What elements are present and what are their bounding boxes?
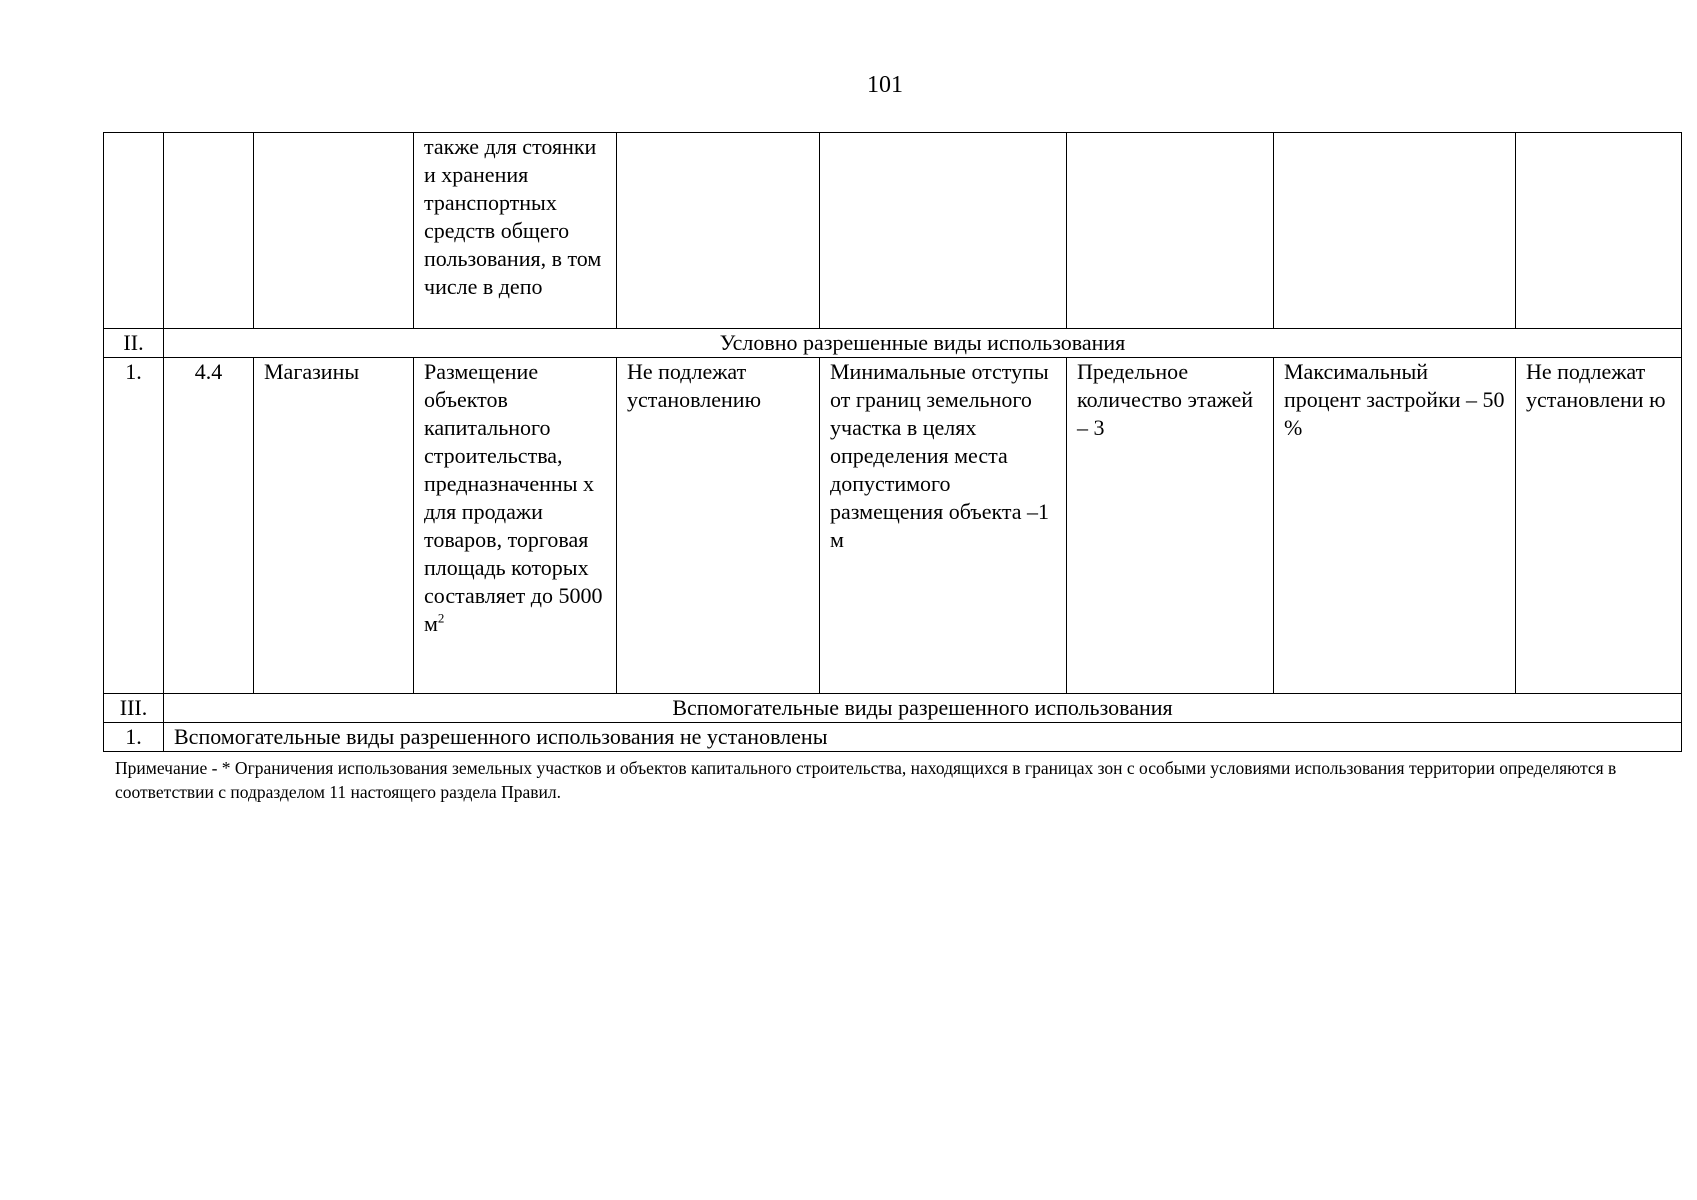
cell-number: 1. <box>104 723 164 752</box>
footnote: Примечание - * Ограничения использования земельных участков и объектов капитального строительства, находящихся в границах зон с особыми условиями использования территории определяются в соответствии с подразделом 11 настоящего раздела Правил. <box>115 758 1617 802</box>
section-title: Условно разрешенные виды использования <box>164 329 1682 358</box>
cell-plot-size <box>617 133 820 329</box>
table-row-shops <box>104 358 1682 694</box>
table-row-continuation <box>104 133 1682 329</box>
land-use-table <box>103 132 1682 752</box>
table-row-auxiliary-none <box>104 723 1682 752</box>
cell-coverage <box>1274 133 1516 329</box>
cell-text: Вспомогательные виды разрешенного использования не установлены <box>164 723 1682 752</box>
section-title: Вспомогательные виды разрешенного использования <box>164 694 1682 723</box>
cell-number <box>104 133 164 329</box>
cell-description <box>414 358 617 694</box>
description-text: Размещение объектов капитального строительства, предназначенны х для продажи товаров, торговая площадь которых составляет до 5000 м <box>424 359 603 636</box>
cell-number: 1. <box>104 358 164 694</box>
cell-description: также для стоянки и хранения транспортных средств общего пользования, в том числе в депо <box>414 133 617 329</box>
cell-floors: Предельное количество этажей – 3 <box>1067 358 1274 694</box>
cell-floors <box>1067 133 1274 329</box>
section-row-auxiliary <box>104 694 1682 723</box>
cell-name <box>254 133 414 329</box>
cell-name: Магазины <box>254 358 414 694</box>
cell-code <box>164 133 254 329</box>
superscript-exponent: 2 <box>437 610 445 626</box>
section-number: III. <box>104 694 164 723</box>
cell-coverage: Максимальный процент застройки – 50 % <box>1274 358 1516 694</box>
cell-plot-size: Не подлежат установлению <box>617 358 820 694</box>
cell-restrictions <box>1516 133 1682 329</box>
page-number: 101 <box>867 72 903 98</box>
cell-code: 4.4 <box>164 358 254 694</box>
cell-restrictions: Не подлежат установлени ю <box>1516 358 1682 694</box>
cell-setbacks <box>820 133 1067 329</box>
section-row-conditional <box>104 329 1682 358</box>
cell-setbacks: Минимальные отступы от границ земельного участка в целях определения места допустимого размещения объекта –1 м <box>820 358 1067 694</box>
section-number: II. <box>104 329 164 358</box>
